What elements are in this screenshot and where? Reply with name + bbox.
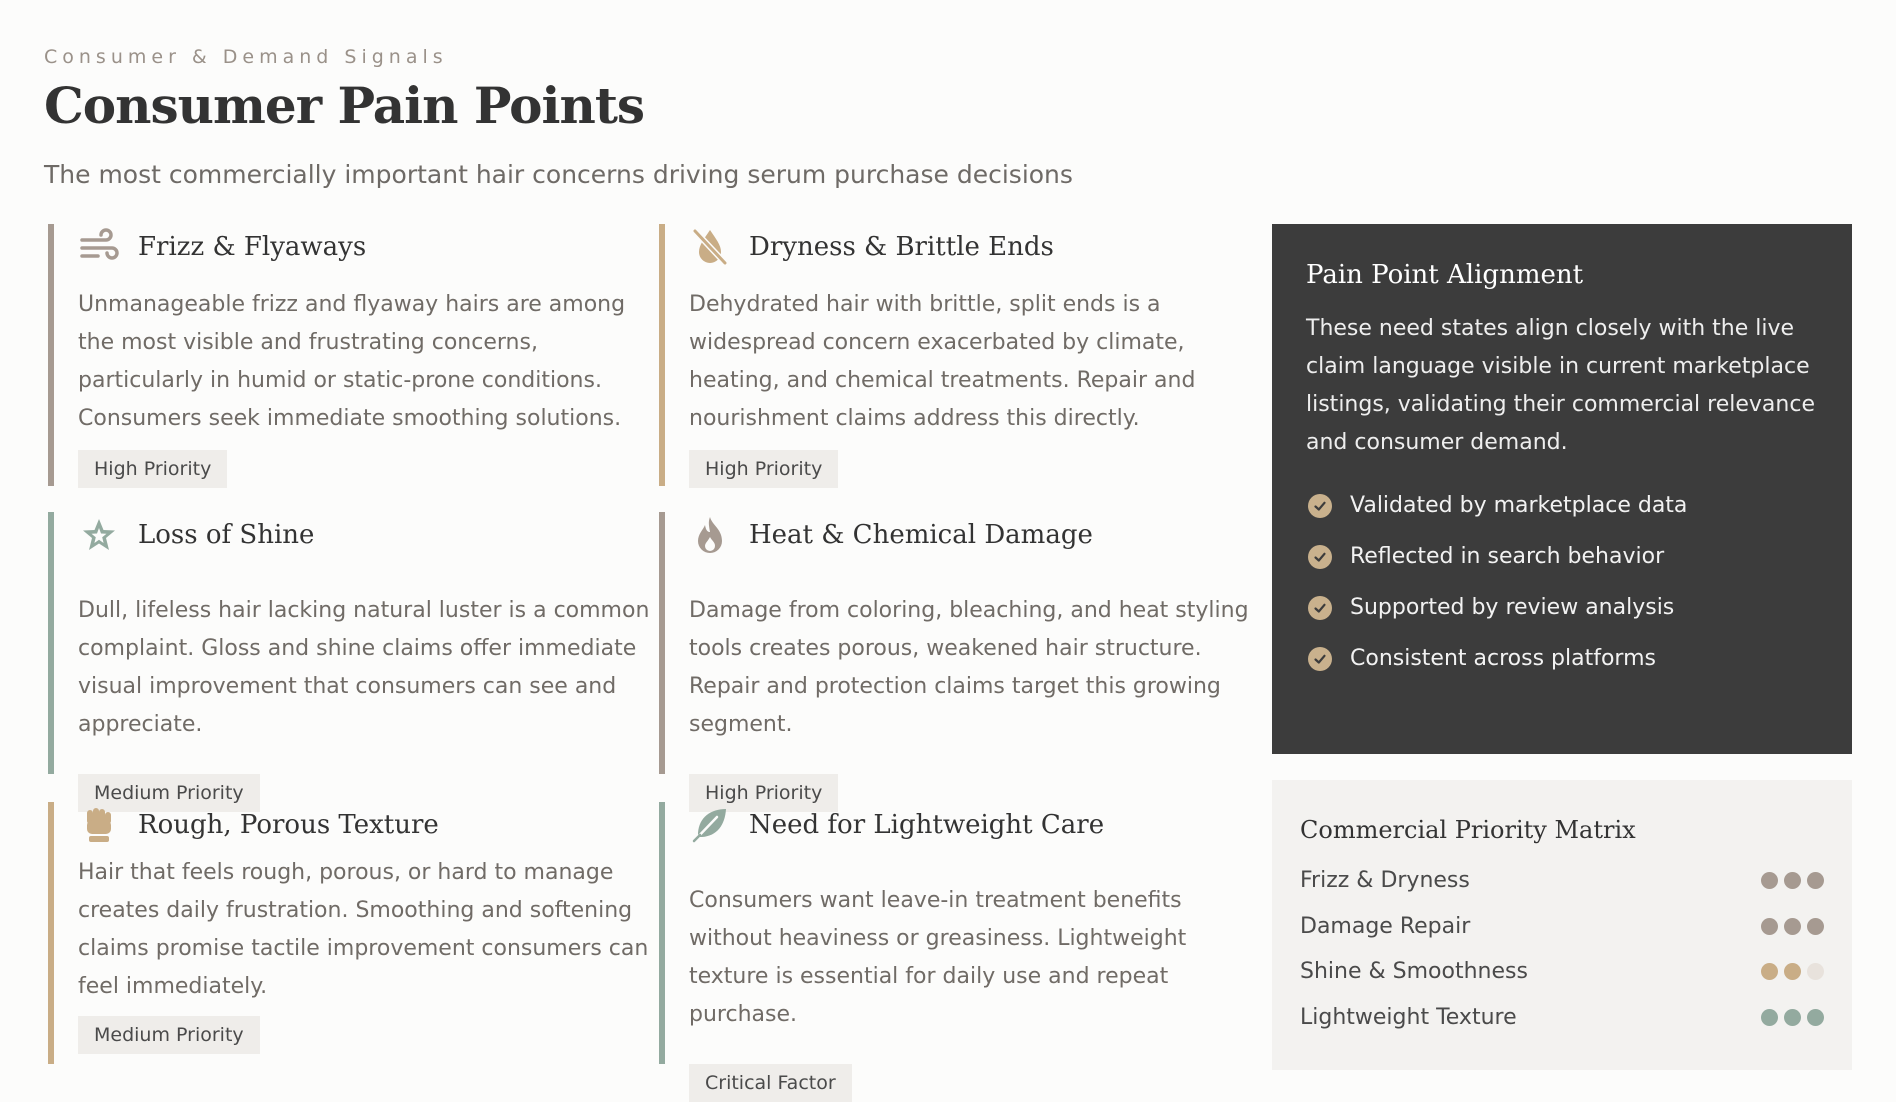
hand-icon xyxy=(78,804,120,846)
star-icon xyxy=(78,514,120,556)
list-item xyxy=(1306,480,1820,531)
card-description: Damage from coloring, bleaching, and heat styling tools creates porous, weakened hair structure. Repair and protection claims target this growing segment. xyxy=(689,598,1249,737)
check-circle-icon xyxy=(1308,596,1332,620)
wind-icon xyxy=(78,226,120,268)
list-item-label: Consistent across platforms xyxy=(1350,646,1656,671)
card-accent-bar xyxy=(659,224,665,486)
list-item xyxy=(1306,531,1820,582)
fire-icon xyxy=(689,514,731,556)
card-description: Dull, lifeless hair lacking natural luster is a common complaint. Gloss and shine claims offer immediate visual improvement that consumers can see and appreciate. xyxy=(78,598,650,737)
card-frizz xyxy=(48,224,658,486)
card-title: Frizz & Flyaways xyxy=(138,232,367,262)
priority-dot-filled xyxy=(1784,963,1801,980)
card-accent-bar xyxy=(48,224,54,486)
matrix-row xyxy=(1300,904,1824,950)
matrix-row-label: Lightweight Texture xyxy=(1300,1004,1517,1030)
priority-dot-filled xyxy=(1761,963,1778,980)
card-accent-bar xyxy=(48,512,54,774)
droplet-slash-icon xyxy=(689,226,731,268)
priority-dot-filled xyxy=(1761,1009,1778,1026)
priority-badge: High Priority xyxy=(78,450,227,488)
matrix-row-label: Shine & Smoothness xyxy=(1300,959,1528,985)
matrix-row-label: Damage Repair xyxy=(1300,913,1471,939)
priority-dot-filled xyxy=(1784,1009,1801,1026)
priority-badge: Medium Priority xyxy=(78,774,260,812)
list-item-label: Validated by marketplace data xyxy=(1350,493,1688,518)
priority-dot-filled xyxy=(1761,918,1778,935)
validation-list xyxy=(1306,480,1820,684)
alignment-text: These need states align closely with the live claim language visible in current marketplace listings, validating their commercial relevance and consumer demand. xyxy=(1306,316,1815,455)
priority-dots xyxy=(1761,1009,1824,1026)
list-item-label: Supported by review analysis xyxy=(1350,595,1675,620)
matrix-title: Commercial Priority Matrix xyxy=(1300,816,1636,844)
priority-dot-filled xyxy=(1761,872,1778,889)
priority-dot-empty xyxy=(1807,963,1824,980)
card-title: Heat & Chemical Damage xyxy=(749,520,1093,550)
matrix-row-label: Frizz & Dryness xyxy=(1300,868,1470,894)
card-title: Need for Lightweight Care xyxy=(749,810,1105,840)
priority-dots xyxy=(1761,963,1824,980)
alignment-title: Pain Point Alignment xyxy=(1306,260,1584,290)
list-item-label: Reflected in search behavior xyxy=(1350,544,1665,569)
feather-icon xyxy=(689,804,731,846)
list-item xyxy=(1306,582,1820,633)
priority-badge: High Priority xyxy=(689,450,838,488)
matrix-rows xyxy=(1300,858,1824,1040)
page-title: Consumer Pain Points xyxy=(44,76,645,135)
priority-badge: High Priority xyxy=(689,774,838,812)
card-heat-damage xyxy=(659,512,1269,804)
card-title: Rough, Porous Texture xyxy=(138,810,439,840)
priority-dot-filled xyxy=(1784,918,1801,935)
matrix-row xyxy=(1300,995,1824,1041)
card-accent-bar xyxy=(48,802,54,1064)
check-circle-icon xyxy=(1308,545,1332,569)
card-dryness xyxy=(659,224,1269,486)
priority-dots xyxy=(1761,872,1824,889)
priority-dot-filled xyxy=(1807,872,1824,889)
matrix-row xyxy=(1300,949,1824,995)
card-lightweight xyxy=(659,802,1269,1094)
card-description: Consumers want leave-in treatment benefits without heaviness or greasiness. Lightweight texture is essential for daily use and repeat purchase. xyxy=(689,888,1187,1027)
pain-point-alignment-panel xyxy=(1272,224,1852,754)
card-texture xyxy=(48,802,658,1064)
page-subtitle: The most commercially important hair concerns driving serum purchase decisions xyxy=(44,160,1073,189)
card-description: Unmanageable frizz and flyaway hairs are among the most visible and frustrating concerns, particularly in humid or static-prone conditions. Consumers seek immediate smoothing solutions. xyxy=(78,292,626,431)
card-shine xyxy=(48,512,658,804)
card-description: Hair that feels rough, porous, or hard to manage creates daily frustration. Smoothing and softening claims promise tactile improvement consumers can feel immediately. xyxy=(78,860,649,999)
check-circle-icon xyxy=(1308,647,1332,671)
list-item xyxy=(1306,633,1820,684)
matrix-row xyxy=(1300,858,1824,904)
check-circle-icon xyxy=(1308,494,1332,518)
priority-badge: Medium Priority xyxy=(78,1016,260,1054)
card-title: Loss of Shine xyxy=(138,520,315,550)
card-title: Dryness & Brittle Ends xyxy=(749,232,1054,262)
priority-dots xyxy=(1761,918,1824,935)
card-accent-bar xyxy=(659,512,665,774)
card-description: Dehydrated hair with brittle, split ends is a widespread concern exacerbated by climate, heating, and chemical treatments. Repair and nourishment claims address this directly. xyxy=(689,292,1196,431)
eyebrow: Consumer & Demand Signals xyxy=(44,46,448,68)
priority-badge: Critical Factor xyxy=(689,1064,852,1102)
card-accent-bar xyxy=(659,802,665,1064)
priority-dot-filled xyxy=(1807,918,1824,935)
priority-dot-filled xyxy=(1784,872,1801,889)
priority-matrix-panel xyxy=(1272,780,1852,1070)
priority-dot-filled xyxy=(1807,1009,1824,1026)
